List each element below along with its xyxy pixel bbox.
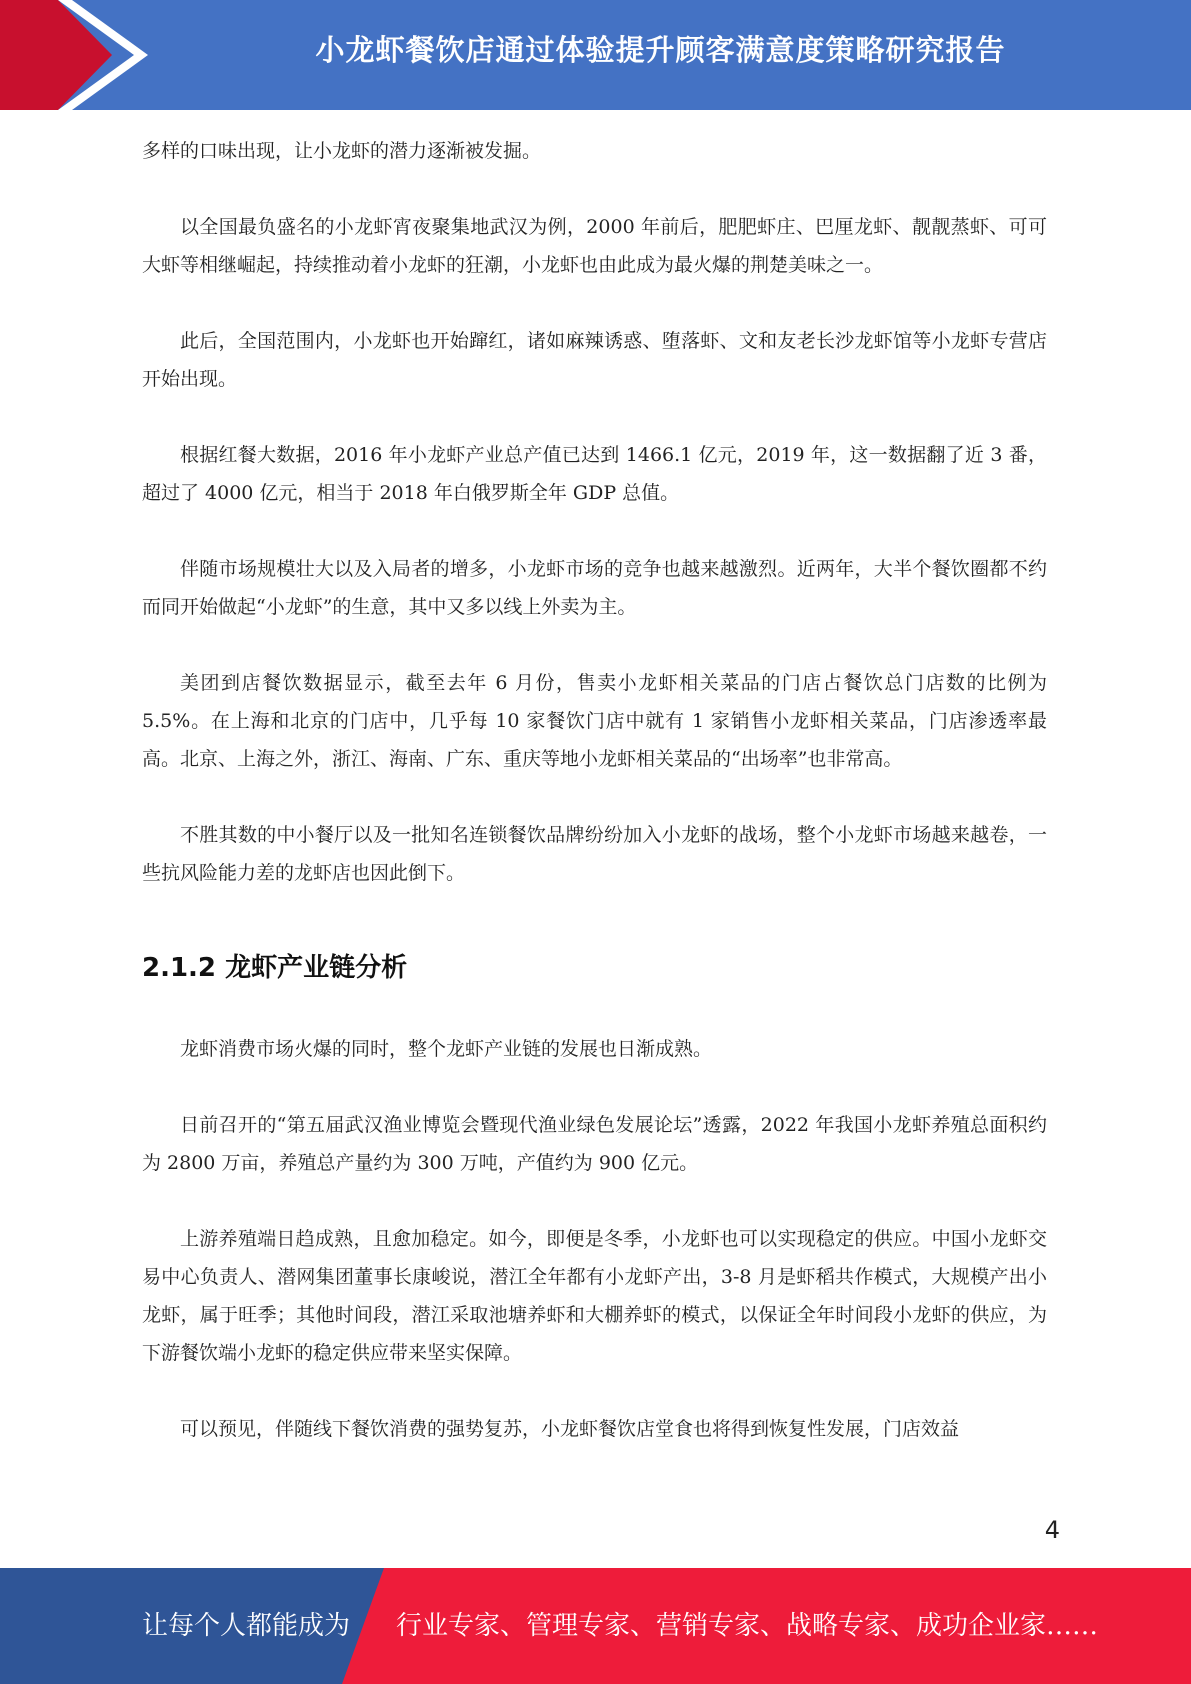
- footer-slogan-right: 行业专家、管理专家、营销专家、战略专家、成功企业家……: [396, 1611, 1099, 1641]
- footer-band: [0, 1568, 1191, 1684]
- paragraph: 根据红餐大数据，2016 年小龙虾产业总产值已达到 1466.1 亿元，2019 年，这一数据翻了近 3 番，超过了 4000 亿元，相当于 2018 年白俄罗斯全年 GDP 总值。: [142, 444, 1047, 504]
- section-heading: 2.1.2 龙虾产业链分析: [142, 953, 408, 983]
- paragraph: 此后，全国范围内，小龙虾也开始蹿红，诸如麻辣诱惑、堕落虾、文和友老长沙龙虾馆等小龙虾专营店开始出现。: [142, 330, 1047, 390]
- paragraph: 日前召开的“第五届武汉渔业博览会暨现代渔业绿色发展论坛”透露，2022 年我国小龙虾养殖总面积约为 2800 万亩，养殖总产量约为 300 万吨，产值约为 900 亿元。: [142, 1114, 1047, 1174]
- paragraph: 龙虾消费市场火爆的同时，整个龙虾产业链的发展也日渐成熟。: [180, 1038, 713, 1060]
- paragraph: 上游养殖端日趋成熟，且愈加稳定。如今，即便是冬季，小龙虾也可以实现稳定的供应。中国小龙虾交易中心负责人、潜网集团董事长康峻说，潜江全年都有小龙虾产出，3-8 月是虾稻共作模式，大规模产出小龙虾，属于旺季；其他时间段，潜江采取池塘养虾和大棚养虾的模式，以保证全年时间段小龙虾的供应，为下游餐饮端小龙虾的稳定供应带来坚实保障。: [142, 1228, 1047, 1364]
- paragraph: 伴随市场规模壮大以及入局者的增多，小龙虾市场的竞争也越来越激烈。近两年，大半个餐饮圈都不约而同开始做起“小龙虾”的生意，其中又多以线上外卖为主。: [142, 558, 1047, 618]
- paragraph: 不胜其数的中小餐厅以及一批知名连锁餐饮品牌纷纷加入小龙虾的战场，整个小龙虾市场越来越卷，一些抗风险能力差的龙虾店也因此倒下。: [142, 824, 1047, 884]
- page-content: [142, 132, 1047, 1486]
- report-title: 小龙虾餐饮店通过体验提升顾客满意度策略研究报告: [315, 33, 1006, 67]
- header-arrow-decoration: [0, 0, 160, 110]
- paragraph: 多样的口味出现，让小龙虾的潜力逐渐被发掘。: [142, 140, 542, 162]
- page-number: 4: [1044, 1516, 1060, 1544]
- paragraph: 美团到店餐饮数据显示，截至去年 6 月份，售卖小龙虾相关菜品的门店占餐饮总门店数的比例为 5.5%。在上海和北京的门店中，几乎每 10 家餐饮门店中就有 1 家销售小龙虾相关菜品，门店渗透率最高。北京、上海之外，浙江、海南、广东、重庆等地小龙虾相关菜品的“出场率”也非常高。: [142, 672, 1047, 770]
- paragraph: 以全国最负盛名的小龙虾宵夜聚集地武汉为例，2000 年前后，肥肥虾庄、巴厘龙虾、靓靓蒸虾、可可大虾等相继崛起，持续推动着小龙虾的狂潮，小龙虾也由此成为最火爆的荆楚美味之一。: [142, 216, 1047, 276]
- header-band: [0, 0, 1191, 110]
- footer-slogan-left: 让每个人都能成为: [142, 1611, 351, 1641]
- paragraph: 可以预见，伴随线下餐饮消费的强势复苏，小龙虾餐饮店堂食也将得到恢复性发展，门店效益: [180, 1418, 960, 1440]
